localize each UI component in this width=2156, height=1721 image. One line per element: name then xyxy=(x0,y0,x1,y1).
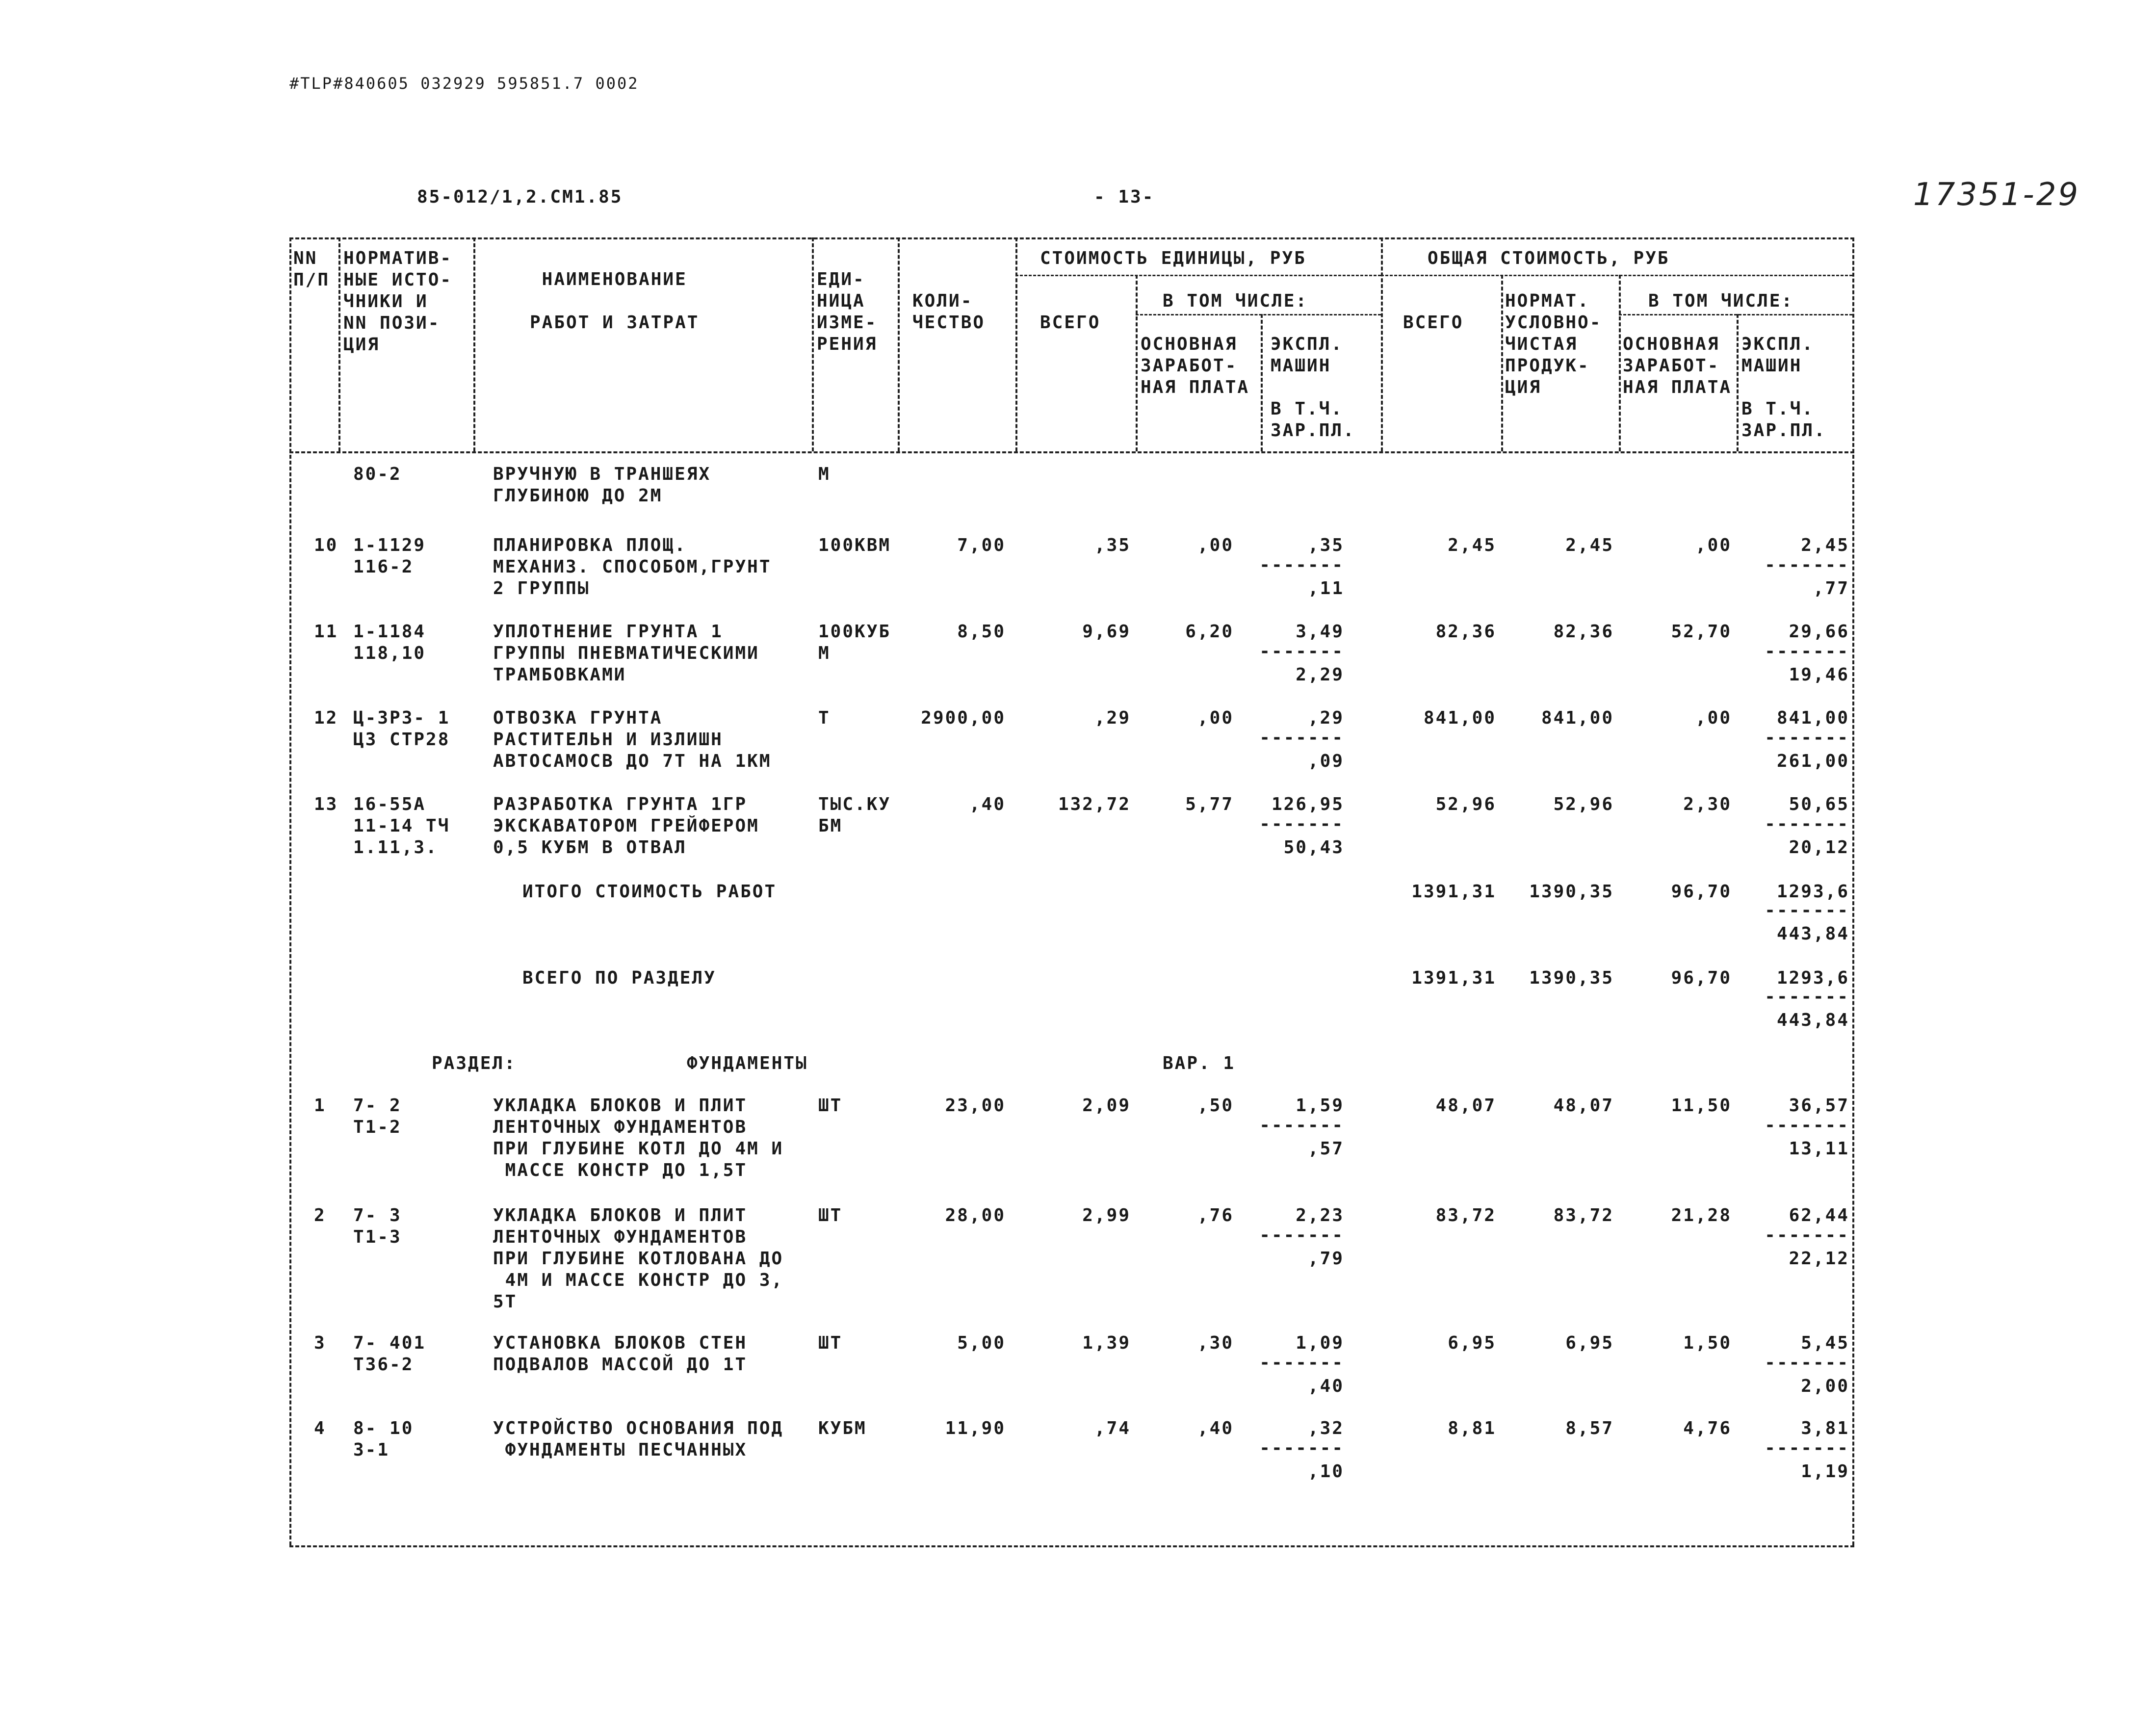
page-number: - 13- xyxy=(1094,187,1155,207)
dash-separator: ------- xyxy=(1765,728,1849,748)
unit: 100КУБ М xyxy=(818,622,891,663)
total-cost-machines: 2,45 xyxy=(1801,535,1849,555)
section-variant: ВАР. 1 xyxy=(1163,1053,1236,1073)
work-name: УКЛАДКА БЛОКОВ И ПЛИТ ЛЕНТОЧНЫХ ФУНДАМЕНТОВ ПРИ ГЛУБИНЕ КОТЛОВАНА ДО 4М И МАССЕ КОНСТР ДО 3, 5Т xyxy=(493,1205,784,1312)
quantity: 28,00 xyxy=(945,1205,1006,1226)
row-number: 12 xyxy=(314,708,338,728)
col-tc-total: ВСЕГО xyxy=(1403,313,1464,333)
summary-works-mach: 1293,6 xyxy=(1776,882,1849,902)
col-uc-incl: В ТОМ ЧИСЛЕ: xyxy=(1163,291,1308,311)
unit-cost-wage: ,76 xyxy=(1197,1205,1234,1226)
quantity: 8,50 xyxy=(957,622,1006,642)
quantity: 5,00 xyxy=(957,1333,1006,1353)
work-name: ОТВОЗКА ГРУНТА РАСТИТЕЛЬН И ИЗЛИШН АВТОСАМОСВ ДО 7Т НА 1КМ xyxy=(493,708,772,771)
unit: КУБМ xyxy=(818,1418,867,1438)
col-uc-mach: ЭКСПЛ. МАШИН xyxy=(1271,334,1344,376)
col-sep xyxy=(1737,314,1739,451)
total-cost: 82,36 xyxy=(1435,622,1496,642)
unit-cost-machines-wage: ,10 xyxy=(1307,1461,1344,1482)
unit-cost-wage: ,00 xyxy=(1197,708,1234,728)
total-cost-machines: 841,00 xyxy=(1776,708,1849,728)
unit-cost-wage: ,40 xyxy=(1197,1418,1234,1438)
unit-cost-total: 132,72 xyxy=(1058,794,1131,814)
col-sep xyxy=(1619,275,1621,451)
work-name: УПЛОТНЕНИЕ ГРУНТА 1 ГРУППЫ ПНЕВМАТИЧЕСКИМИ ТРАМБОВКАМИ xyxy=(493,622,759,685)
total-cost-wage: 11,50 xyxy=(1671,1095,1732,1116)
total-cost-machines-wage: 20,12 xyxy=(1789,837,1849,858)
table-bottom-rule xyxy=(289,1545,1854,1547)
total-cost-wage: 1,50 xyxy=(1683,1333,1732,1353)
summary-section-wage: 96,70 xyxy=(1671,968,1732,988)
work-name: УСТРОЙСТВО ОСНОВАНИЯ ПОД ФУНДАМЕНТЫ ПЕСЧАННЫХ xyxy=(493,1418,784,1460)
summary-works-label: ИТОГО СТОИМОСТЬ РАБОТ xyxy=(522,882,777,902)
unit-cost-machines-wage: ,11 xyxy=(1307,578,1344,599)
total-cost: 8,81 xyxy=(1448,1418,1496,1438)
quantity: ,40 xyxy=(969,794,1006,814)
table-top-rule xyxy=(289,237,1854,239)
col-uc-mach-sub: В Т.Ч. ЗАР.ПЛ. xyxy=(1271,399,1355,441)
total-cost: 841,00 xyxy=(1423,708,1496,728)
summary-section-mach-wage: 443,84 xyxy=(1776,1010,1849,1030)
dash-separator: ------- xyxy=(1259,1353,1344,1373)
summary-works-mach-wage: 443,84 xyxy=(1776,924,1849,944)
total-cost: 2,45 xyxy=(1448,535,1496,555)
total-cost-wage: ,00 xyxy=(1695,708,1732,728)
total-cost-machines: 5,45 xyxy=(1801,1333,1849,1353)
dash-separator: ------- xyxy=(1259,641,1344,661)
row-number: 13 xyxy=(314,794,338,814)
quantity: 11,90 xyxy=(945,1418,1006,1438)
dash-separator: ------- xyxy=(1259,1438,1344,1458)
unit-cost-machines-wage: ,40 xyxy=(1307,1376,1344,1396)
norm-source: 7- 3 Т1-3 xyxy=(353,1205,402,1247)
col-sep xyxy=(1261,314,1263,451)
unit-cost-machines: 3,49 xyxy=(1296,622,1344,642)
dash-separator: ------- xyxy=(1765,555,1849,575)
work-name: УКЛАДКА БЛОКОВ И ПЛИТ ЛЕНТОЧНЫХ ФУНДАМЕНТОВ ПРИ ГЛУБИНЕ КОТЛ ДО 4М И МАССЕ КОНСТР ДО 1,5Т xyxy=(493,1095,784,1180)
unit-cost-machines: 126,95 xyxy=(1271,794,1344,814)
top-code: #TLP#840605 032929 595851.7 0002 xyxy=(289,74,639,93)
right-border xyxy=(1852,237,1854,1545)
norm-source: Ц-3Р3- 1 Ц3 СТР28 xyxy=(353,708,450,750)
unit-cost-total: ,29 xyxy=(1094,708,1131,728)
total-cost-machines-wage: 13,11 xyxy=(1789,1139,1849,1159)
total-cost-machines: 50,65 xyxy=(1789,794,1849,814)
dash-separator: ------- xyxy=(1765,1225,1849,1245)
unit-cost-machines-wage: ,09 xyxy=(1307,751,1344,771)
norm-source: 80-2 xyxy=(353,464,402,484)
total-cost: 48,07 xyxy=(1435,1095,1496,1116)
total-cost-machines: 3,81 xyxy=(1801,1418,1849,1438)
col-name: НАИМЕНОВАНИЕ РАБОТ И ЗАТРАТ xyxy=(530,269,700,333)
dash-separator: ------- xyxy=(1765,900,1849,920)
header-bottom-rule xyxy=(289,451,1854,453)
unit-cost-wage: ,00 xyxy=(1197,535,1234,555)
total-cost-machines-wage: 2,00 xyxy=(1801,1376,1849,1396)
unit-cost-total: 1,39 xyxy=(1082,1333,1131,1353)
total-cost-machines: 62,44 xyxy=(1789,1205,1849,1226)
work-name: РАЗРАБОТКА ГРУНТА 1ГР ЭКСКАВАТОРОМ ГРЕЙФЕРОМ 0,5 КУБМ В ОТВАЛ xyxy=(493,794,759,858)
norm-source: 16-55А 11-14 ТЧ 1.11,3. xyxy=(353,794,450,858)
unit: ШТ xyxy=(818,1095,843,1116)
unit-cost-total: 9,69 xyxy=(1082,622,1131,642)
row-number: 3 xyxy=(314,1333,326,1353)
unit-cost-machines: ,29 xyxy=(1307,708,1344,728)
total-cost-norm: 841,00 xyxy=(1541,708,1614,728)
norm-source: 1-1184 118,10 xyxy=(353,622,426,663)
col-sep xyxy=(473,237,475,451)
total-cost-machines-wage: 1,19 xyxy=(1801,1461,1849,1482)
norm-source: 8- 10 3-1 xyxy=(353,1418,414,1460)
dash-separator: ------- xyxy=(1259,1225,1344,1245)
total-cost-machines-wage: 22,12 xyxy=(1789,1249,1849,1269)
col-norm: НОРМАТИВ- НЫЕ ИСТО- ЧНИКИ И NN ПОЗИ- ЦИЯ xyxy=(343,248,453,355)
col-sep xyxy=(1015,237,1017,451)
doc-code: 85-012/1,2.CM1.85 xyxy=(417,187,623,207)
col-tc-norm: НОРМАТ. УСЛОВНО- ЧИСТАЯ ПРОДУК- ЦИЯ xyxy=(1505,291,1602,397)
subheader-rule xyxy=(1136,314,1381,315)
norm-source: 7- 401 Т36-2 xyxy=(353,1333,426,1375)
total-cost-norm: 8,57 xyxy=(1565,1418,1614,1438)
col-unit-cost: СТОИМОСТЬ ЕДИНИЦЫ, РУБ xyxy=(1040,248,1306,268)
total-cost-norm: 48,07 xyxy=(1553,1095,1614,1116)
col-uc-wage: ОСНОВНАЯ ЗАРАБОТ- НАЯ ПЛАТА xyxy=(1141,334,1250,397)
total-cost-wage: ,00 xyxy=(1695,535,1732,555)
row-number: 1 xyxy=(314,1095,326,1116)
total-cost-norm: 6,95 xyxy=(1565,1333,1614,1353)
row-number: 10 xyxy=(314,535,338,555)
dash-separator: ------- xyxy=(1765,1353,1849,1373)
section-title: ФУНДАМЕНТЫ xyxy=(687,1053,808,1073)
total-cost-wage: 21,28 xyxy=(1671,1205,1732,1226)
dash-separator: ------- xyxy=(1259,555,1344,575)
col-tc-incl: В ТОМ ЧИСЛЕ: xyxy=(1648,291,1794,311)
col-sep xyxy=(1381,237,1383,451)
col-nn: NN П/П xyxy=(293,248,330,290)
total-cost-wage: 4,76 xyxy=(1683,1418,1732,1438)
unit: ШТ xyxy=(818,1333,843,1353)
total-cost-norm: 82,36 xyxy=(1553,622,1614,642)
row-number: 11 xyxy=(314,622,338,642)
unit: ШТ xyxy=(818,1205,843,1226)
col-qty: КОЛИ- ЧЕСТВО xyxy=(912,291,986,333)
total-cost: 52,96 xyxy=(1435,794,1496,814)
dash-separator: ------- xyxy=(1259,1115,1344,1135)
total-cost-norm: 2,45 xyxy=(1565,535,1614,555)
dash-separator: ------- xyxy=(1259,814,1344,834)
total-cost-wage: 2,30 xyxy=(1683,794,1732,814)
unit-cost-machines-wage: ,57 xyxy=(1307,1139,1344,1159)
total-cost-norm: 52,96 xyxy=(1553,794,1614,814)
left-border xyxy=(289,237,291,1545)
unit: М xyxy=(818,464,831,484)
subheader-rule xyxy=(1619,314,1852,315)
dash-separator: ------- xyxy=(1765,814,1849,834)
unit-cost-wage: ,30 xyxy=(1197,1333,1234,1353)
summary-section-total: 1391,31 xyxy=(1411,968,1496,988)
dash-separator: ------- xyxy=(1765,987,1849,1007)
row-number: 2 xyxy=(314,1205,326,1226)
total-cost-wage: 52,70 xyxy=(1671,622,1732,642)
summary-works-norm: 1390,35 xyxy=(1529,882,1614,902)
summary-works-total: 1391,31 xyxy=(1411,882,1496,902)
subheader-rule xyxy=(1015,275,1381,276)
unit-cost-wage: 5,77 xyxy=(1185,794,1234,814)
col-unit: ЕДИ- НИЦА ИЗМЕ- РЕНИЯ xyxy=(817,269,878,354)
norm-source: 1-1129 116-2 xyxy=(353,535,426,577)
unit-cost-wage: ,50 xyxy=(1197,1095,1234,1116)
unit-cost-total: 2,09 xyxy=(1082,1095,1131,1116)
work-name: ВРУЧНУЮ В ТРАНШЕЯХ ГЛУБИНОЮ ДО 2М xyxy=(493,464,711,506)
col-tc-mach-sub: В Т.Ч. ЗАР.ПЛ. xyxy=(1741,399,1826,441)
unit-cost-machines: 1,59 xyxy=(1296,1095,1344,1116)
unit-cost-machines-wage: ,79 xyxy=(1307,1249,1344,1269)
unit-cost-machines: ,35 xyxy=(1307,535,1344,555)
summary-section-mach: 1293,6 xyxy=(1776,968,1849,988)
unit-cost-machines: ,32 xyxy=(1307,1418,1344,1438)
norm-source: 7- 2 Т1-2 xyxy=(353,1095,402,1137)
col-total-cost: ОБЩАЯ СТОИМОСТЬ, РУБ xyxy=(1428,248,1670,268)
total-cost-machines-wage: 261,00 xyxy=(1776,751,1849,771)
total-cost-machines-wage: ,77 xyxy=(1813,578,1849,599)
unit-cost-total: 2,99 xyxy=(1082,1205,1131,1226)
col-sep xyxy=(1136,275,1138,451)
quantity: 7,00 xyxy=(957,535,1006,555)
col-sep xyxy=(338,237,340,451)
section-label: РАЗДЕЛ: xyxy=(432,1053,517,1073)
unit-cost-total: ,35 xyxy=(1094,535,1131,555)
summary-section-norm: 1390,35 xyxy=(1529,968,1614,988)
total-cost-machines: 29,66 xyxy=(1789,622,1849,642)
work-name: УСТАНОВКА БЛОКОВ СТЕН ПОДВАЛОВ МАССОЙ ДО 1Т xyxy=(493,1333,748,1375)
col-tc-wage: ОСНОВНАЯ ЗАРАБОТ- НАЯ ПЛАТА xyxy=(1623,334,1732,397)
unit: 100КВМ xyxy=(818,535,891,555)
dash-separator: ------- xyxy=(1765,1115,1849,1135)
total-cost-norm: 83,72 xyxy=(1553,1205,1614,1226)
unit-cost-machines: 1,09 xyxy=(1296,1333,1344,1353)
col-sep xyxy=(812,237,814,451)
unit: Т xyxy=(818,708,831,728)
unit-cost-wage: 6,20 xyxy=(1185,622,1234,642)
handwritten-note: 17351-29 xyxy=(1913,177,2080,213)
summary-section-label: ВСЕГО ПО РАЗДЕЛУ xyxy=(522,968,716,988)
unit-cost-machines-wage: 2,29 xyxy=(1296,665,1344,685)
summary-works-wage: 96,70 xyxy=(1671,882,1732,902)
total-cost: 83,72 xyxy=(1435,1205,1496,1226)
total-cost: 6,95 xyxy=(1448,1333,1496,1353)
dash-separator: ------- xyxy=(1765,1438,1849,1458)
total-cost-machines: 36,57 xyxy=(1789,1095,1849,1116)
work-name: ПЛАНИРОВКА ПЛОЩ. МЕХАНИЗ. СПОСОБОМ,ГРУНТ 2 ГРУППЫ xyxy=(493,535,772,599)
dash-separator: ------- xyxy=(1259,728,1344,748)
subheader-rule xyxy=(1381,275,1852,276)
col-sep xyxy=(1501,275,1503,451)
unit-cost-machines-wage: 50,43 xyxy=(1283,837,1344,858)
col-tc-mach: ЭКСПЛ. МАШИН xyxy=(1741,334,1815,376)
total-cost-machines-wage: 19,46 xyxy=(1789,665,1849,685)
row-number: 4 xyxy=(314,1418,326,1438)
col-uc-total: ВСЕГО xyxy=(1040,313,1101,333)
col-sep xyxy=(898,237,900,451)
quantity: 2900,00 xyxy=(921,708,1006,728)
unit-cost-machines: 2,23 xyxy=(1296,1205,1344,1226)
unit-cost-total: ,74 xyxy=(1094,1418,1131,1438)
dash-separator: ------- xyxy=(1765,641,1849,661)
quantity: 23,00 xyxy=(945,1095,1006,1116)
unit: ТЫС.КУ БМ xyxy=(818,794,891,836)
